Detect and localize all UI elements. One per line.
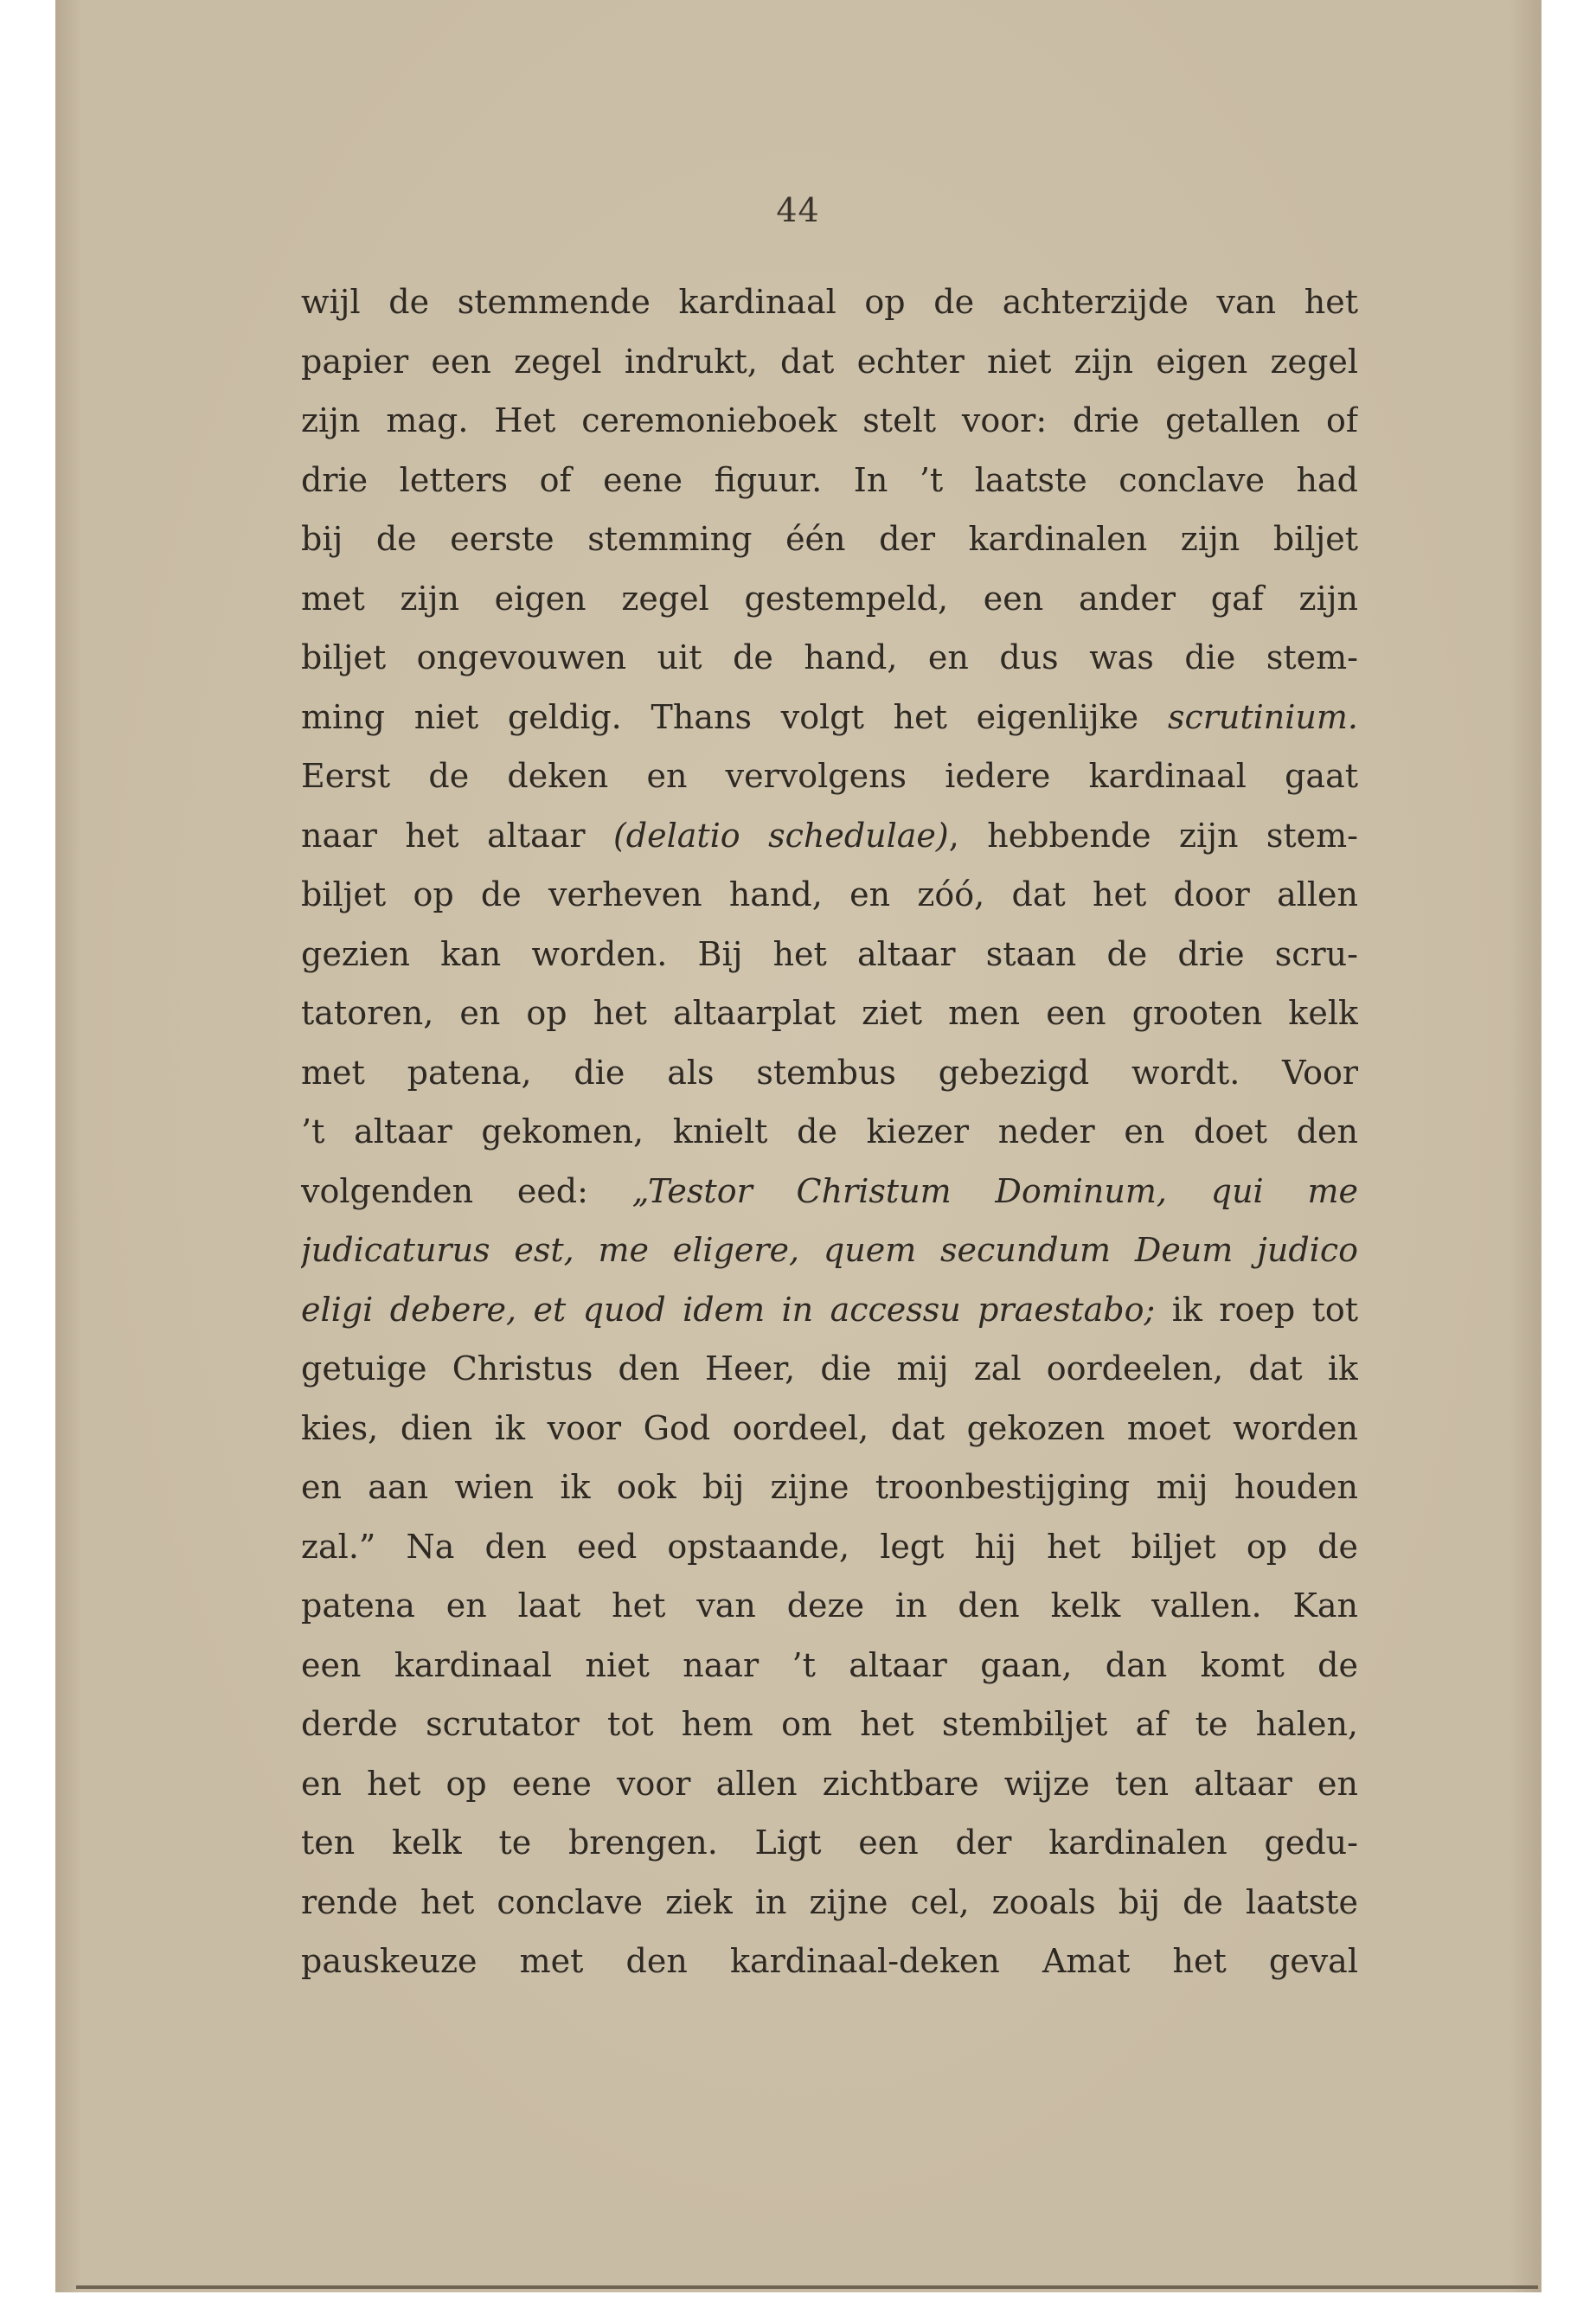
text-segment: ten kelk te brengen. Ligt een der kardinalen gedu- [301,1823,1358,1862]
scan-right-margin [1542,0,1596,2301]
text-segment: tatoren, en op het altaarplat ziet men een grooten kelk [301,994,1358,1032]
text-line [301,1043,1358,1103]
text-segment: ’t altaar gekomen, knielt de kiezer neder en doet den [301,1112,1358,1150]
text-line [301,688,1358,747]
text-line [301,272,1358,332]
text-line [301,391,1358,451]
text-line [301,925,1358,984]
text-segment: biljet op de verheven hand, en zóó, dat het door allen [301,875,1358,913]
text-segment: ik roep tot [1171,1290,1358,1329]
page-bottom-edge [76,2285,1538,2289]
body-text [301,272,1358,1991]
text-line [301,1576,1358,1636]
text-segment: een kardinaal niet naar ’t altaar gaan, dan komt de [301,1645,1358,1684]
text-segment: en aan wien ik ook bij zijne troonbestijging mij houden [301,1468,1358,1506]
text-segment: papier een zegel indrukt, dat echter niet zijn eigen zegel [301,342,1358,381]
text-line [301,1754,1358,1814]
page-number: 44 [776,191,820,229]
text-segment: patena en laat het van deze in den kelk vallen. Kan [301,1586,1358,1625]
text-segment: volgenden eed: [301,1171,632,1210]
text-line [301,451,1358,510]
text-segment: zal.” Na den eed opstaande, legt hij het biljet op de [301,1527,1358,1566]
text-line [301,510,1358,569]
italic-segment: judicaturus est, me eligere, quem secundum Deum judico [301,1231,1358,1269]
text-segment: drie letters of eene figuur. In ’t laatste conclave had [301,460,1358,499]
text-line [301,1458,1358,1517]
scan-left-margin [0,0,55,2301]
text-line [301,569,1358,629]
text-segment: getuige Christus den Heer, die mij zal oordeelen, dat ik [301,1349,1358,1388]
text-segment: ming niet geldig. Thans volgt het eigenlijke [301,697,1168,736]
text-segment: Eerst de deken en vervolgens iedere kardinaal gaat [301,757,1358,795]
italic-segment: „Testor Christum Dominum, qui me [631,1171,1358,1210]
text-line [301,1280,1358,1340]
text-segment: en het op eene voor allen zichtbare wijze ten altaar en [301,1764,1358,1803]
text-line [301,332,1358,392]
text-line [301,806,1358,866]
text-segment: met patena, die als stembus gebezigd wordt. Voor [301,1053,1358,1092]
text-line [301,984,1358,1043]
text-segment: , hebbende zijn stem- [948,816,1358,855]
text-line [301,1399,1358,1458]
text-segment: wijl de stemmende kardinaal op de achterzijde van het [301,283,1358,321]
italic-segment: (delatio schedulae) [612,816,949,855]
text-line [301,747,1358,806]
text-line [301,1162,1358,1221]
text-segment: rende het conclave ziek in zijne cel, zooals bij de laatste [301,1882,1358,1921]
text-line [301,1813,1358,1873]
text-line [301,865,1358,925]
text-line [301,1221,1358,1280]
text-line [301,1932,1358,1991]
text-segment: kies, dien ik voor God oordeel, dat gekozen moet worden [301,1408,1358,1447]
text-line [301,1517,1358,1577]
text-segment: zijn mag. Het ceremonieboek stelt voor: drie getallen of [301,401,1358,439]
italic-segment: eligi debere, et quod idem in accessu praestabo; [301,1290,1172,1329]
text-line [301,1636,1358,1695]
text-segment: derde scrutator tot hem om het stembiljet af te halen, [301,1705,1358,1743]
italic-segment: scrutinium. [1167,697,1358,736]
text-line [301,1339,1358,1399]
text-segment: naar het altaar [301,816,613,855]
text-segment: pauskeuze met den kardinaal-deken Amat het geval [301,1942,1358,1980]
text-segment: met zijn eigen zegel gestempeld, een ander gaf zijn [301,579,1358,618]
text-segment: biljet ongevouwen uit de hand, en dus was die stem- [301,638,1358,676]
text-segment: bij de eerste stemming één der kardinalen zijn biljet [301,520,1358,558]
text-line [301,628,1358,688]
text-line [301,1102,1358,1162]
text-segment: gezien kan worden. Bij het altaar staan de drie scru- [301,934,1358,973]
text-line [301,1695,1358,1754]
text-line [301,1873,1358,1932]
